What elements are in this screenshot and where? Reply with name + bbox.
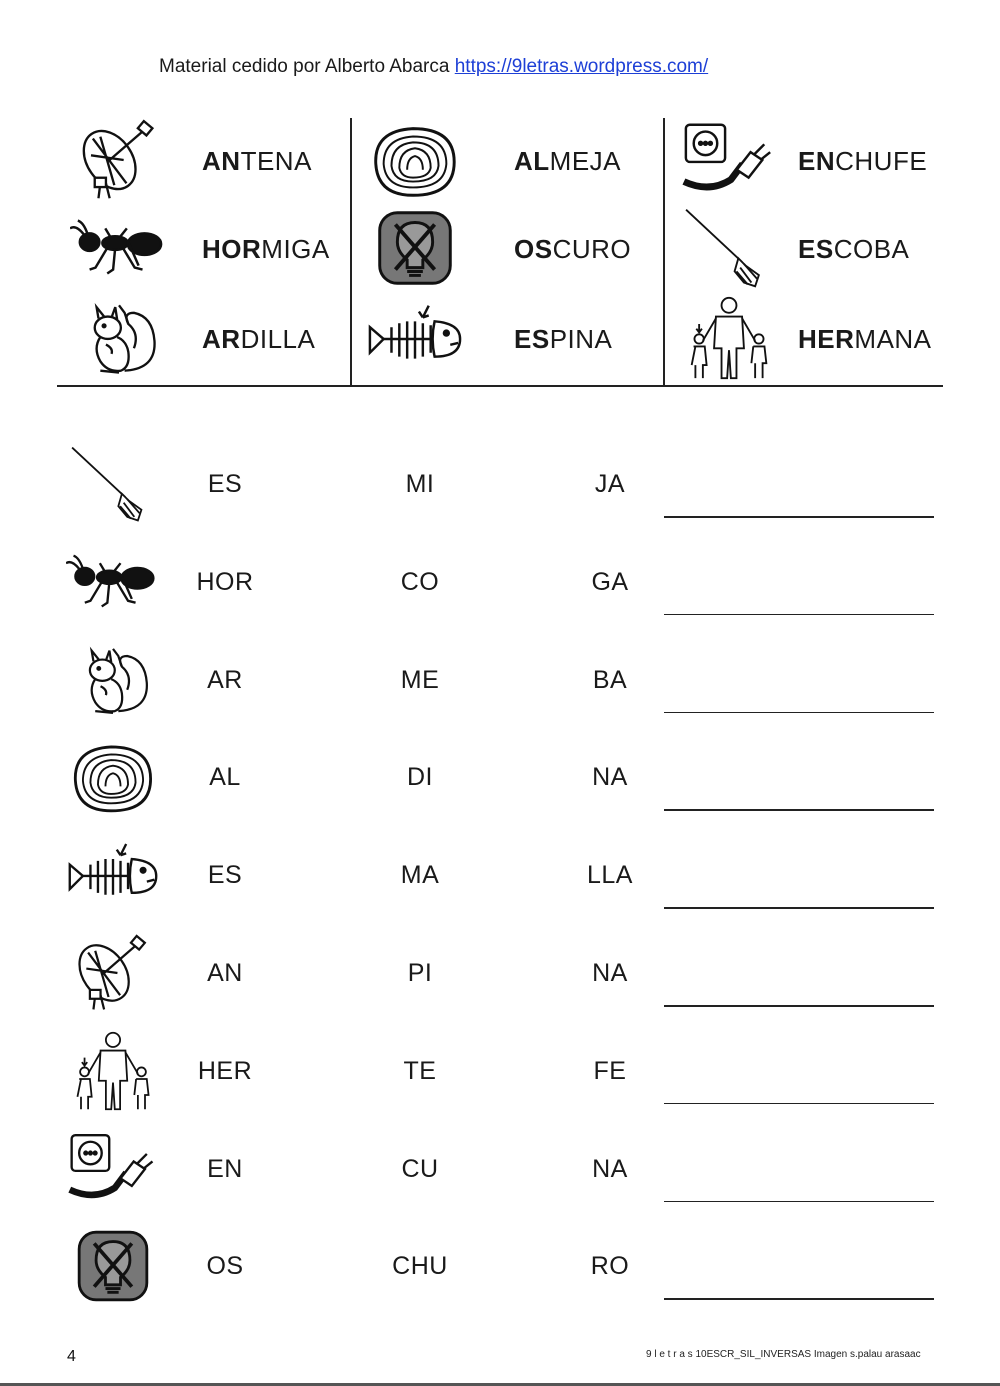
syllable: AN (207, 959, 243, 987)
syllable: ES (207, 861, 243, 890)
exercise-row (60, 1226, 940, 1324)
credit-line (159, 56, 708, 78)
syllable: OS (206, 1252, 244, 1281)
reference-word (798, 146, 927, 177)
word-initial-syllable: OS (514, 234, 553, 264)
syllable: MI (405, 470, 435, 498)
answer-line[interactable] (664, 1103, 934, 1105)
reference-item (680, 206, 970, 294)
fish-bone-icon (66, 835, 160, 915)
reference-item (70, 296, 360, 384)
answer-line[interactable] (664, 809, 934, 811)
syllable: NA (592, 959, 628, 987)
fish-bone-icon (366, 296, 464, 380)
clam-icon (66, 737, 160, 817)
word-initial-syllable: AR (202, 324, 241, 354)
broom-icon (66, 444, 160, 524)
page-number: 4 (67, 1348, 76, 1365)
answer-line[interactable] (664, 1201, 934, 1203)
reference-word (514, 234, 631, 265)
reference-item (366, 296, 656, 384)
broom-icon (680, 206, 778, 290)
syllable: NA (592, 1154, 628, 1183)
squirrel-icon (66, 640, 160, 720)
syllable: FE (593, 1056, 627, 1085)
word-initial-syllable: HER (798, 324, 855, 354)
ant-icon (66, 542, 160, 622)
reference-item (680, 118, 970, 206)
exercise-row (60, 737, 940, 835)
word-initial-syllable: ES (514, 324, 550, 354)
credit-text: Material cedido por Alberto Abarca (159, 56, 450, 77)
reference-word (514, 146, 621, 177)
exercise-row (60, 444, 940, 542)
syllable: PI (407, 959, 433, 987)
syllable: AL (209, 763, 241, 792)
exercise-row (60, 542, 940, 640)
satellite-dish-icon (66, 933, 160, 1013)
reference-word (514, 324, 612, 355)
reference-item (366, 206, 656, 294)
credit-link[interactable]: https://9letras.wordpress.com/ (454, 56, 709, 77)
syllable: DI (407, 763, 433, 792)
ant-icon (70, 206, 168, 290)
word-rest: CHUFE (835, 146, 928, 176)
plug-socket-icon (66, 1129, 160, 1209)
family-icon (66, 1031, 160, 1111)
answer-line[interactable] (664, 516, 934, 518)
syllable: MA (400, 861, 440, 890)
word-initial-syllable: HOR (202, 234, 262, 264)
word-initial-syllable: AL (514, 146, 550, 176)
word-rest: MEJA (549, 146, 622, 176)
clam-icon (366, 118, 464, 202)
answer-line[interactable] (664, 1298, 934, 1300)
dark-bulb-icon (66, 1226, 160, 1306)
word-initial-syllable: EN (798, 146, 836, 176)
syllable: HER (197, 1056, 253, 1085)
word-initial-syllable: AN (202, 146, 241, 176)
grid-baseline (57, 385, 943, 387)
exercise-row (60, 1129, 940, 1227)
word-rest: MANA (854, 324, 932, 354)
reference-item (70, 118, 360, 206)
answer-line[interactable] (664, 712, 934, 714)
syllable: HOR (196, 567, 254, 596)
reference-word (202, 234, 330, 265)
reference-item (70, 206, 360, 294)
reference-word (798, 234, 909, 265)
exercise-row (60, 640, 940, 738)
syllable: GA (591, 567, 629, 596)
reference-item (366, 118, 656, 206)
syllable: BA (592, 665, 628, 694)
squirrel-icon (70, 296, 168, 380)
plug-socket-icon (680, 118, 778, 202)
syllable: JA (594, 470, 626, 498)
answer-line[interactable] (664, 907, 934, 909)
word-rest: PINA (549, 324, 613, 354)
syllable: LLA (587, 861, 633, 890)
word-rest: MIGA (261, 234, 330, 264)
syllable: TE (403, 1056, 437, 1085)
exercise-row (60, 835, 940, 933)
answer-line[interactable] (664, 614, 934, 616)
word-rest: CURO (552, 234, 632, 264)
word-rest: COBA (833, 234, 910, 264)
syllable: ES (207, 470, 243, 498)
syllable: ME (400, 665, 440, 694)
syllable: AR (207, 665, 243, 694)
satellite-dish-icon (70, 118, 168, 202)
word-rest: TENA (240, 146, 312, 176)
syllable: RO (590, 1252, 630, 1281)
reference-word (202, 324, 315, 355)
word-initial-syllable: ES (798, 234, 834, 264)
footer-note: 9 l e t r a s 10ESCR_SIL_INVERSAS Imagen s.palau arasaac (646, 1349, 921, 1360)
word-rest: DILLA (240, 324, 316, 354)
grid-divider (663, 118, 665, 387)
answer-line[interactable] (664, 1005, 934, 1007)
syllable: EN (207, 1154, 243, 1183)
reference-word (202, 146, 312, 177)
syllable: CHU (392, 1252, 448, 1281)
reference-word (798, 324, 932, 355)
family-icon (680, 296, 778, 380)
reference-item (680, 296, 970, 384)
dark-bulb-icon (366, 206, 464, 290)
syllable: CU (401, 1154, 439, 1183)
exercise-row (60, 933, 940, 1031)
syllable: NA (592, 763, 628, 792)
exercise-row (60, 1031, 940, 1129)
syllable: CO (400, 567, 440, 596)
